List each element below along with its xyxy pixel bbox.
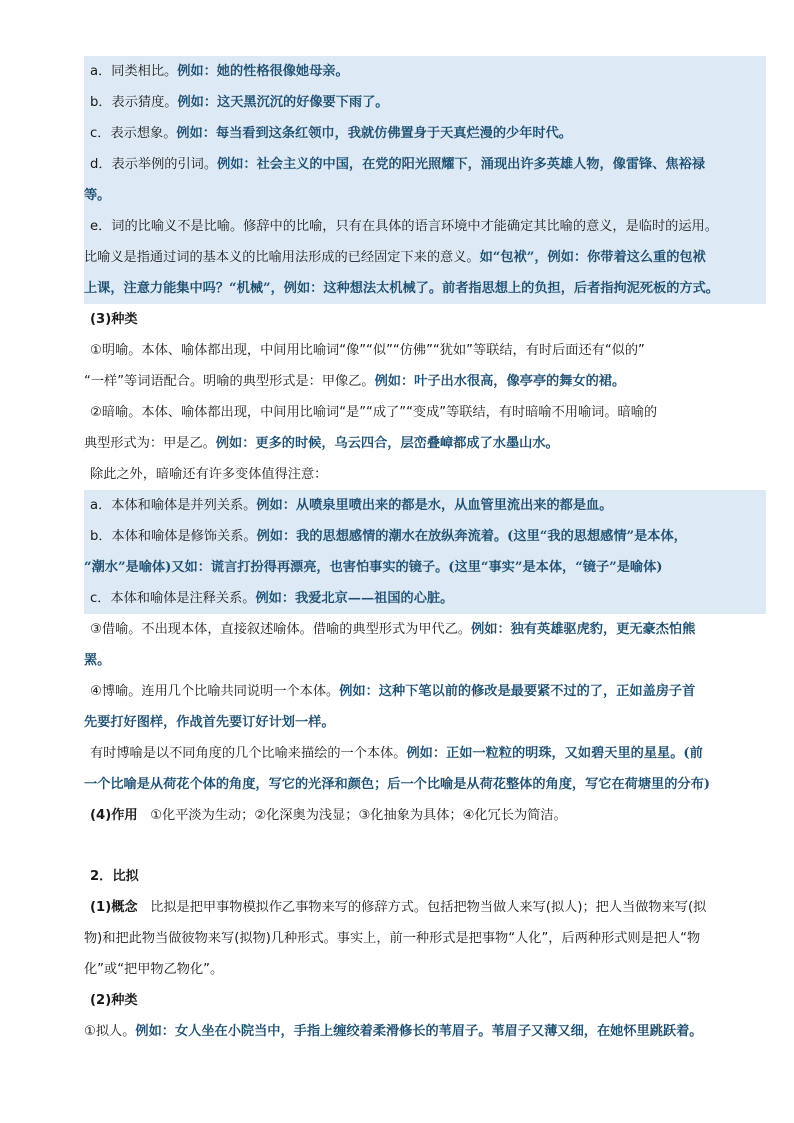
line-12: ②暗喻。本体、喻体都出现，中间用比喻词“是”“成了”“变成”等联结，有时暗喻不用喻词。暗喻的: [90, 405, 658, 420]
line-24: 一个比喻是从荷花个体的角度，写它的光泽和颜色；后一个比喻是从荷花整体的角度，写它在荷塘里的分布): [84, 777, 711, 792]
line-6: e．词的比喻义不是比喻。修辞中的比喻，只有在具体的语言环境中才能确定其比喻的意义，是临时的运用。: [90, 219, 718, 234]
line-14: 除此之外，暗喻还有许多变体值得注意：: [90, 467, 328, 482]
line-27: (1)概念 比拟是把甲事物模拟作乙事物来写的修辞方式。包括把物当做人来写(拟人)；把人当做物来写(拟: [90, 900, 707, 915]
line-3: c．表示想象。例如：每当看到这条红领巾，我就仿佛置身于天真烂漫的少年时代。: [90, 126, 572, 141]
line-11: “一样”等词语配合。明喻的典型形式是：甲像乙。例如：叶子出水很高，像亭亭的舞女的裙。: [84, 374, 626, 389]
line-25: (4)作用 ①化平淡为生动；②化深奥为浅显；③化抽象为具体；④化冗长为简洁。: [90, 808, 567, 823]
line-7: 比喻义是指通过词的基本义的比喻用法形成的已经固定下来的意义。如“包袱”，例如：你带着这么重的包袱: [84, 250, 706, 265]
line-23: 有时博喻是以不同角度的几个比喻来描绘的一个本体。例如：正如一粒粒的明珠，又如碧天里的星星。(前: [90, 746, 703, 761]
heading-types-2: (2)种类: [90, 993, 138, 1008]
line-28: 物)和把此物当做彼物来写(拟物)几种形式。事实上，前一种形式是把事物“人化”，后两种形式则是把人“物: [84, 931, 701, 946]
heading-personification: 2．比拟: [90, 869, 139, 884]
line-13: 典型形式为：甲是乙。例如：更多的时候，乌云四合，层峦叠嶂都成了水墨山水。: [84, 436, 559, 451]
line-22: 先要打好图样，作战首先要订好计划一样。: [84, 715, 335, 730]
line-31: ①拟人。例如：女人坐在小院当中，手指上缠绞着柔滑修长的苇眉子。苇眉子又薄又细，在她怀里跳跃着。: [84, 1024, 703, 1039]
line-16: b．本体和喻体是修饰关系。例如：我的思想感情的潮水在放纵奔流着。(这里“我的思想感情”是本体，: [90, 529, 687, 544]
line-20: 罴。: [84, 653, 111, 668]
example-block-2: [84, 490, 766, 614]
line-21: ④博喻。连用几个比喻共同说明一个本体。例如：这种下笔以前的修改是最要紧不过的了，正如盖房子首: [90, 684, 696, 699]
line-17: “潮水”是喻体)又如：谎言打扮得再漂亮，也害怕事实的镜子。(这里“事实”是本体，“镜子”是喻体): [84, 560, 663, 575]
line-10: ①明喻。本体、喻体都出现，中间用比喻词“像”“似”“仿佛”“犹如”等联结，有时后面还有“似的”: [90, 343, 645, 358]
example-block-1: [84, 56, 766, 304]
line-5: 等。: [84, 188, 111, 203]
document-body: [84, 56, 766, 1047]
line-1: a．同类相比。例如：她的性格很像她母亲。: [90, 64, 349, 79]
line-15: a．本体和喻体是并列关系。例如：从喷泉里喷出来的都是水，从血管里流出来的都是血。: [90, 498, 613, 513]
line-29: 化”或“把甲物乙物化”。: [84, 962, 224, 977]
line-8: 上课，注意力能集中吗？“机械”，例如：这种想法太机械了。前者指思想上的负担，后者指拘泥死板的方式。: [84, 281, 719, 296]
line-2: b．表示猜度。例如：这天黑沉沉的好像要下雨了。: [90, 95, 389, 110]
heading-types: (3)种类: [90, 312, 138, 327]
line-18: c．本体和喻体是注释关系。例如：我爱北京——祖国的心脏。: [90, 591, 454, 606]
line-19: ③借喻。不出现本体，直接叙述喻体。借喻的典型形式为甲代乙。例如：独有英雄驱虎豹，更无豪杰怕熊: [90, 622, 696, 637]
line-4: d．表示举例的引词。例如：社会主义的中国，在党的阳光照耀下，涌现出许多英雄人物，像雷锋、焦裕禄: [90, 157, 705, 172]
